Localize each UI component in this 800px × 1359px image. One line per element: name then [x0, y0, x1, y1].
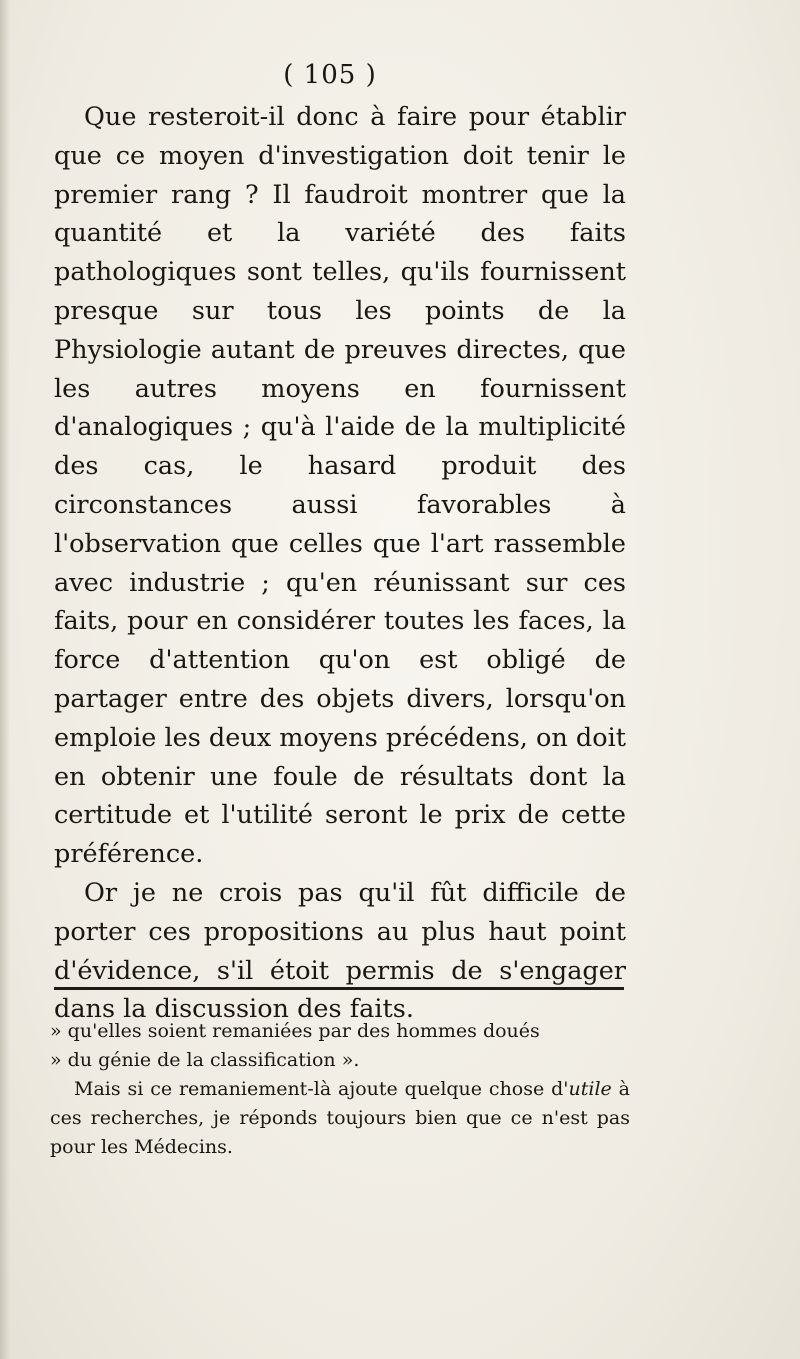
- footnote-italic-word: utile: [568, 1078, 612, 1100]
- page-edge-shadow: [0, 0, 10, 1359]
- main-text: [54, 98, 626, 1029]
- footnote-separator: [54, 987, 624, 990]
- footnote-text-end: à ces recherches, je réponds toujours bien que ce n'est pas pour les Médecins.: [50, 1078, 630, 1158]
- footnote-quote-line-1: » qu'elles soient remaniées par des hommes doués: [50, 1020, 540, 1042]
- footnote-paragraph: [50, 1075, 630, 1162]
- page-number: ( 105 ): [283, 60, 377, 90]
- footnote-quote-line-2: » du génie de la classification ».: [50, 1049, 360, 1071]
- footnote-text-start: Mais si ce remaniement-là ajoute quelque chose d': [74, 1078, 569, 1100]
- paragraph-1: Que resteroit-il donc à faire pour établir que ce moyen d'investigation doit tenir le premier rang ? Il faudroit montrer que la quantité et la variété des faits pathologiques sont telles, qu'ils fournissent presque sur tous les points de la Physiologie autant de preuves directes, que les autres moyens en fournissent d'analogiques ; qu'à l'aide de la multiplicité des cas, le hasard produit des circonstances aussi favorables à l'observation que celles que l'art rassemble avec industrie ; qu'en réunissant sur ces faits, pour en considérer toutes les faces, la force d'attention qu'on est obligé de partager entre des objets divers, lorsqu'on emploie les deux moyens précédens, on doit en obtenir une foule de résultats dont la certitude et l'utilité seront le prix de cette préférence.: [54, 102, 626, 870]
- paragraph-2: Or je ne crois pas qu'il fût difficile de porter ces propositions au plus haut point d'évidence, s'il étoit permis de s'engager dans la discussion des faits.: [54, 877, 626, 1025]
- footnote: [50, 1017, 630, 1162]
